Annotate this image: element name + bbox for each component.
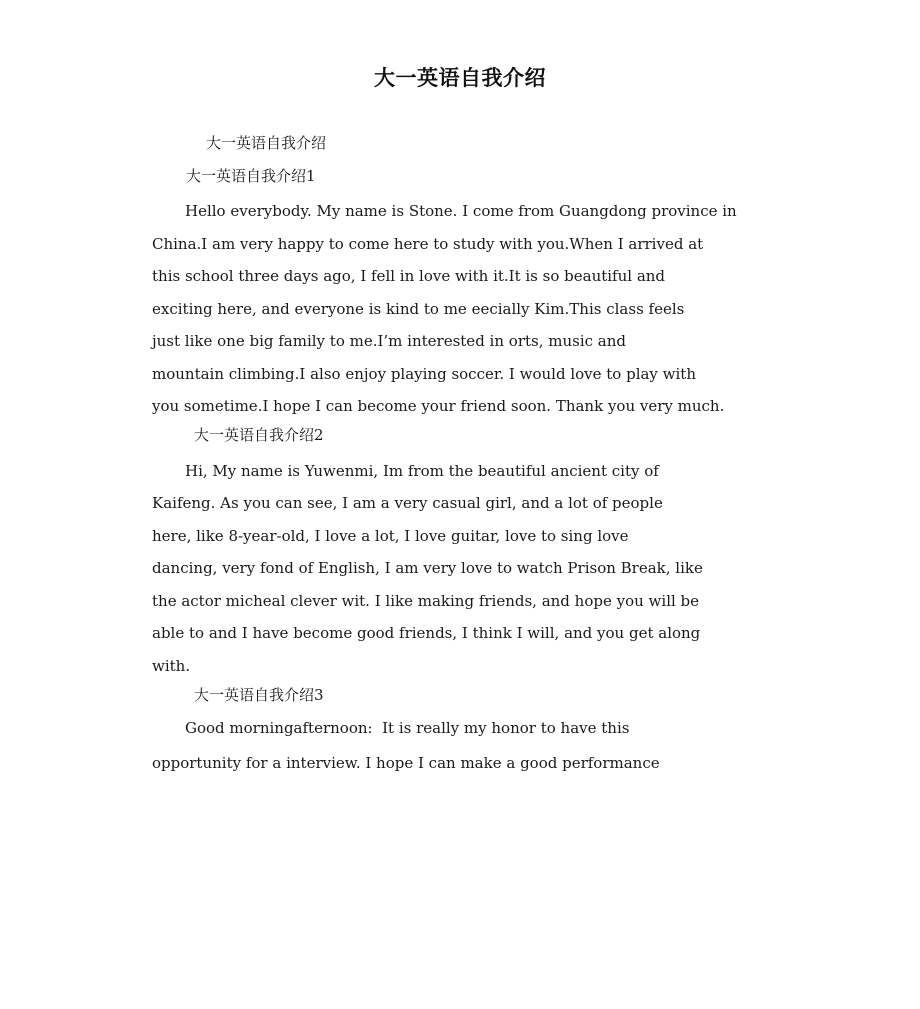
paragraph-line: this school three days ago, I fell in love with it.It is so beautiful and <box>152 267 666 285</box>
paragraph-line: opportunity for a interview. I hope I can make a good performance <box>152 754 660 772</box>
paragraph-line: just like one big family to me.I’m interested in orts, music and <box>152 332 627 350</box>
paragraph-line: the actor micheal clever wit. I like making friends, and hope you will be <box>152 592 700 610</box>
paragraph-line: mountain climbing.I also enjoy playing soccer. I would love to play with <box>152 365 696 383</box>
paragraph-line: dancing, very fond of English, I am very love to watch Prison Break, like <box>152 559 703 577</box>
paragraph-line: able to and I have become good friends, I think I will, and you get along <box>152 624 701 642</box>
document-subtitle: 大一英语自我介绍 <box>206 134 327 152</box>
document-title: 大一英语自我介绍 <box>374 66 546 90</box>
section-heading-1: 大一英语自我介绍1 <box>186 167 316 185</box>
paragraph-line: here, like 8-year-old, I love a lot, I love guitar, love to sing love <box>152 527 629 545</box>
section-heading-2: 大一英语自我介绍2 <box>194 426 324 444</box>
paragraph-line: China.I am very happy to come here to study with you.When I arrived at <box>152 235 704 253</box>
paragraph-line: Good morningafternoon: It is really my honor to have this <box>185 719 630 737</box>
paragraph-line: with. <box>152 657 191 675</box>
paragraph-line: Hi, My name is Yuwenmi, Im from the beautiful ancient city of <box>185 462 659 480</box>
paragraph-line: exciting here, and everyone is kind to me eecially Kim.This class feels <box>152 300 685 318</box>
paragraph-line: Kaifeng. As you can see, I am a very casual girl, and a lot of people <box>152 494 663 512</box>
paragraph-line: Hello everybody. My name is Stone. I come from Guangdong province in <box>185 202 737 220</box>
paragraph-line: you sometime.I hope I can become your friend soon. Thank you very much. <box>152 397 725 415</box>
section-heading-3: 大一英语自我介绍3 <box>194 686 324 704</box>
